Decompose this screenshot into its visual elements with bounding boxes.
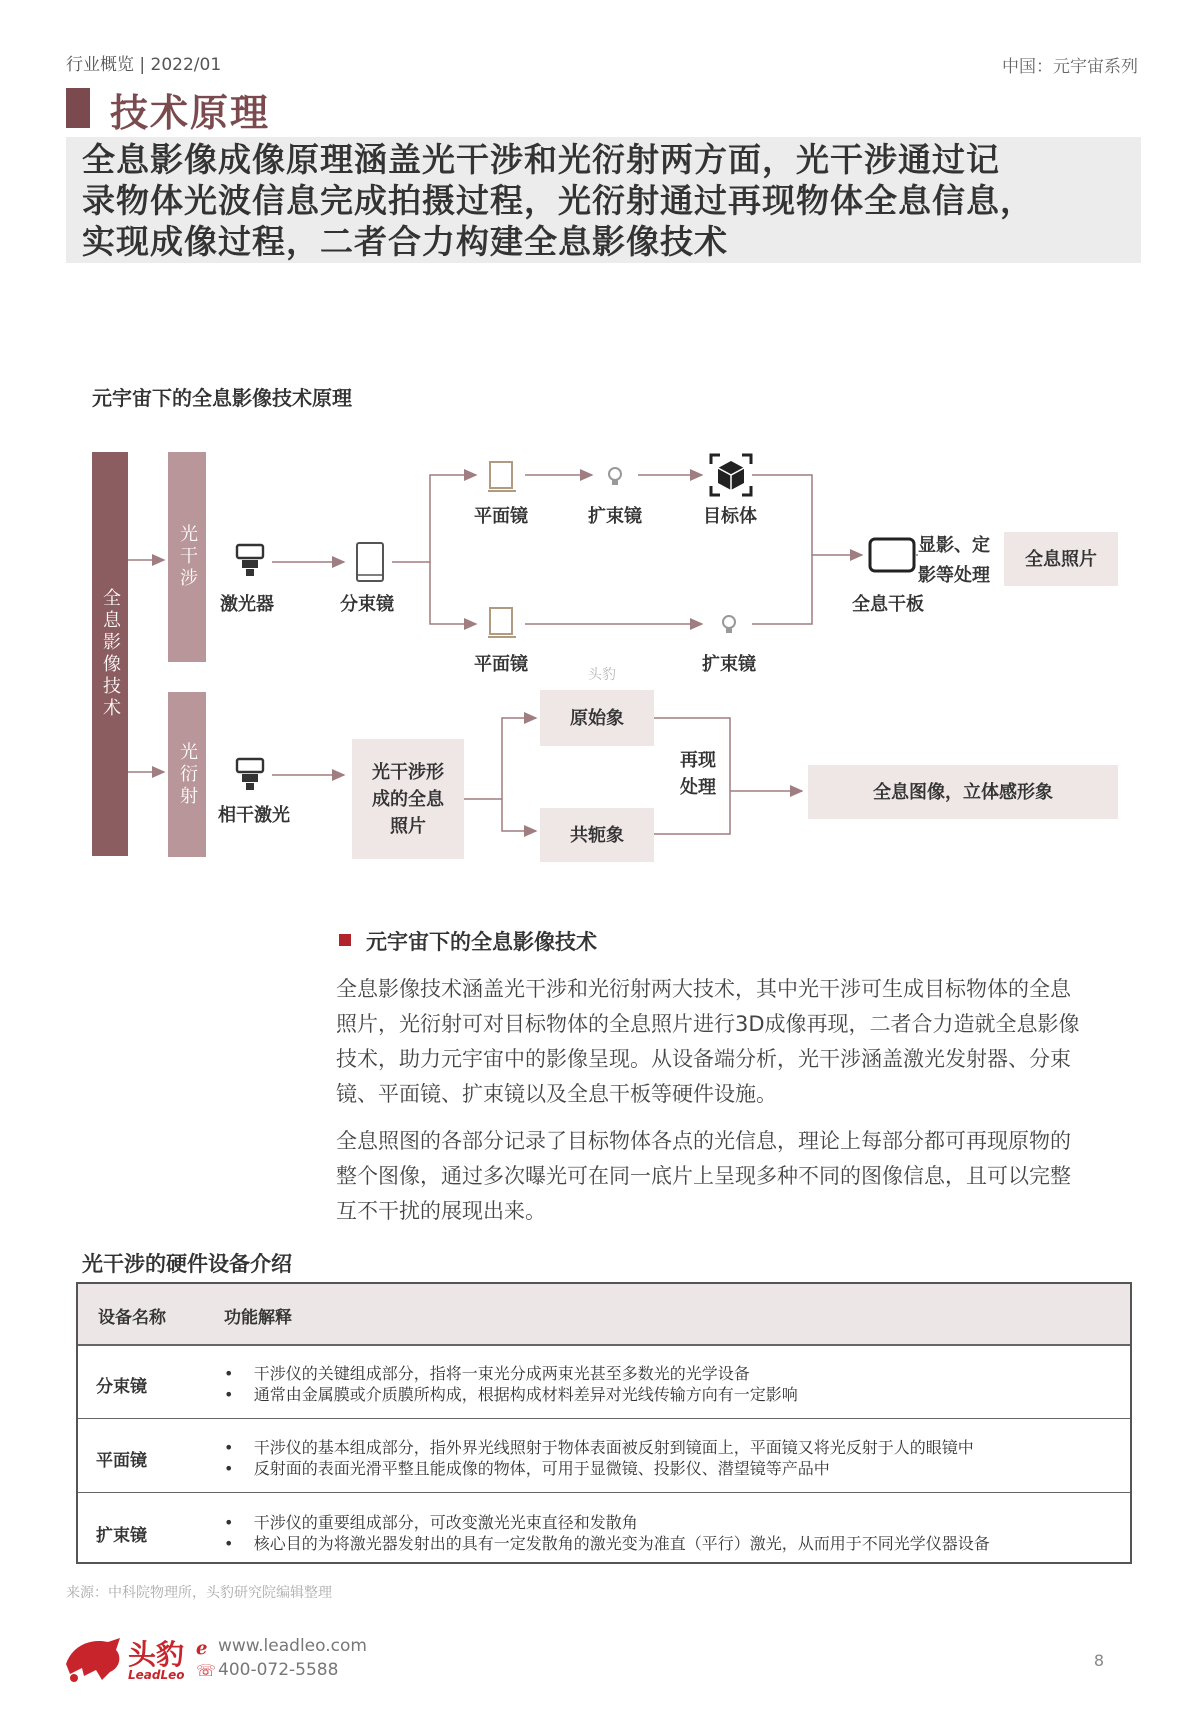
interference-photo-line: 照片 (390, 815, 426, 837)
table-row-bullet: • 反射面的表面光滑平整且能成像的物体，可用于显微镜、投影仪、潜望镜等产品中 (224, 1459, 830, 1478)
series-label: 中国：元宇宙系列 (1002, 57, 1138, 77)
source-note: 来源：中科院物理所，头豹研究院编辑整理 (66, 1585, 332, 1601)
web-icon: ℯ (196, 1638, 208, 1659)
table-row-bullet: • 干涉仪的重要组成部分，可改变激光光束直径和发散角 (224, 1513, 638, 1532)
table-row-bullet: • 核心目的为将激光器发射出的具有一定发散角的激光变为准直（平行）激光，从而用于不同光学仪器设备 (224, 1534, 990, 1553)
arrow-photo-to-conjugate (502, 799, 536, 831)
line-expander-to-plate (752, 555, 812, 624)
paragraph-line: 技术，助力元宇宙中的影像呈现。从设备端分析，光干涉涵盖激光发射器、分束 (336, 1047, 1071, 1071)
arrow-splitter-to-top-mirror (392, 475, 476, 562)
section-title: 元宇宙下的全息影像技术 (366, 930, 597, 954)
summary-line: 录物体光波信息完成拍摄过程，光衍射通过再现物体全息信息， (82, 181, 1034, 220)
arrow-splitter-to-bottom-mirror (430, 562, 476, 624)
interference-photo-box (352, 739, 464, 859)
original-image-box: 原始象 (540, 690, 654, 746)
table-row-bullet: • 干涉仪的基本组成部分，指外界光线照射于物体表面被反射到镜面上，平面镜又将光反射于人的眼镜中 (224, 1438, 974, 1457)
website-link[interactable]: www.leadleo.com (218, 1636, 367, 1656)
develop-line: 显影、定 (918, 535, 990, 556)
leopard-logo-icon (62, 1634, 126, 1684)
table-header-desc: 功能解释 (224, 1308, 292, 1328)
plane-mirror-icon (488, 460, 516, 494)
diagram-title: 元宇宙下的全息影像技术原理 (92, 386, 352, 410)
coherent-laser-icon (234, 757, 266, 793)
paragraph-line: 互不干扰的展现出来。 (336, 1199, 546, 1223)
coherent-laser-label: 相干激光 (218, 805, 290, 826)
reproduce-line: 再现 (680, 750, 716, 771)
table-row-name: 平面镜 (96, 1451, 147, 1471)
arrow-target-to-plate (752, 475, 862, 555)
target-object-icon (708, 452, 754, 498)
phone-icon: ☏ (196, 1661, 217, 1680)
beam-expander-icon (606, 466, 624, 488)
table-row-name: 扩束镜 (96, 1526, 147, 1546)
diffraction-box: 光衍射 (168, 692, 206, 857)
paragraph-line: 全息照图的各部分记录了目标物体各点的光信息，理论上每部分都可再现原物的 (336, 1129, 1071, 1153)
summary-line: 全息影像成像原理涵盖光干涉和光衍射两方面，光干涉通过记 (82, 140, 1000, 179)
reproduce-line: 处理 (680, 777, 716, 798)
plane-mirror-top-label: 平面镜 (474, 506, 528, 527)
plane-mirror-icon (488, 606, 516, 640)
table-header-name: 设备名称 (98, 1308, 166, 1328)
page-number: 8 (1093, 1651, 1104, 1670)
paragraph-line: 照片，光衍射可对目标物体的全息照片进行3D成像再现，二者合力造就全息影像 (336, 1012, 1080, 1036)
paragraph-line: 全息影像技术涵盖光干涉和光衍射两大技术，其中光干涉可生成目标物体的全息 (336, 977, 1071, 1001)
table-title: 光干涉的硬件设备介绍 (82, 1252, 292, 1276)
holo-plate-icon (868, 537, 916, 573)
paragraph-1 (336, 972, 1136, 1112)
laser-label: 激光器 (220, 594, 274, 615)
summary-line: 实现成像过程，二者合力构建全息影像技术 (82, 222, 728, 261)
table-row-bullet: • 干涉仪的关键组成部分，指将一束光分成两束光甚至多数光的光学设备 (224, 1364, 750, 1383)
table-row-divider (78, 1418, 1130, 1419)
page-title: 技术原理 (110, 91, 271, 135)
main-tech-box: 全息影像技术 (92, 452, 128, 856)
table-row-divider (78, 1492, 1130, 1493)
watermark: 头豹 (588, 667, 616, 683)
arrow-photo-to-original (464, 718, 536, 799)
plane-mirror-bottom-label: 平面镜 (474, 654, 528, 675)
beam-expander-top-label: 扩束镜 (588, 506, 642, 527)
laser-icon (234, 543, 266, 579)
develop-step (918, 531, 1000, 586)
reproduce-step (680, 747, 728, 801)
beam-splitter-label: 分束镜 (340, 594, 394, 615)
beam-expander-bottom-label: 扩束镜 (702, 654, 756, 675)
develop-line: 影等处理 (918, 565, 990, 586)
table-row-name: 分束镜 (96, 1377, 147, 1397)
table-row-bullet: • 通常由金属膜或介质膜所构成，根据构成材料差异对光线传输方向有一定影响 (224, 1385, 798, 1404)
beam-splitter-icon (355, 541, 385, 585)
interference-photo-line: 光干涉形 (372, 761, 444, 783)
target-label: 目标体 (703, 506, 757, 527)
holo-photo-box: 全息照片 (1004, 532, 1118, 586)
interference-photo-line: 成的全息 (372, 788, 444, 810)
phone-number: 400-072-5588 (218, 1660, 339, 1680)
logo-subtext: LeadLeo (128, 1668, 185, 1682)
paragraph-line: 整个图像，通过多次曝光可在同一底片上呈现多种不同的图像信息，且可以完整 (336, 1164, 1071, 1188)
report-header: 行业概览 | 2022/01 (66, 55, 222, 75)
section-marker (339, 934, 351, 946)
logo-text: 头豹 (128, 1638, 185, 1671)
beam-expander-icon (720, 614, 738, 636)
interference-box: 光干涉 (168, 452, 206, 662)
result-box: 全息图像，立体感形象 (808, 765, 1118, 819)
paragraph-2 (336, 1124, 1136, 1229)
paragraph-line: 镜、平面镜、扩束镜以及全息干板等硬件设施。 (336, 1082, 777, 1106)
holo-plate-label: 全息干板 (852, 594, 924, 615)
conjugate-image-box: 共轭象 (540, 808, 654, 862)
